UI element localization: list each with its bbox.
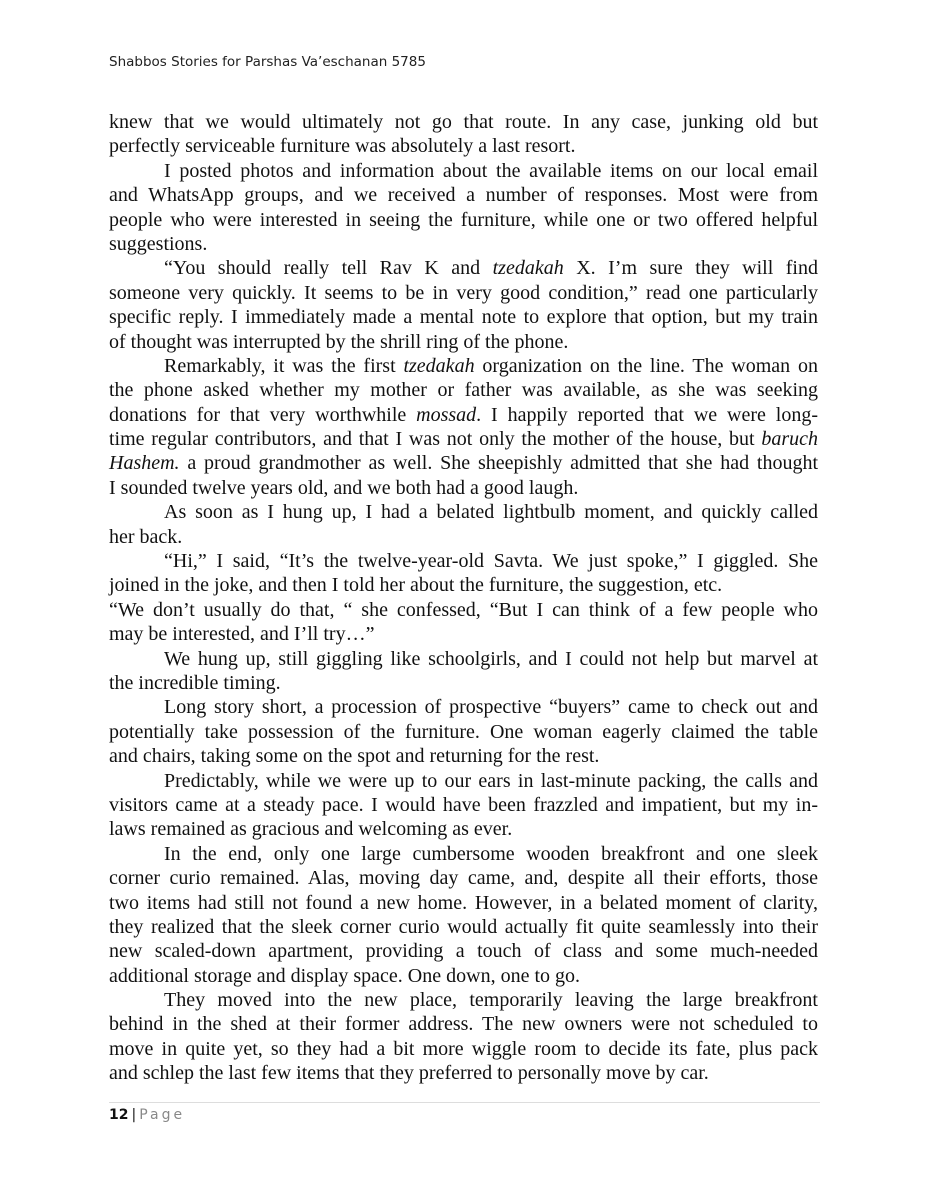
text-line — [109, 915, 818, 939]
text-segment: We hung up, still giggling like schoolgirls, and I could not help but marvel at — [164, 647, 818, 670]
text-line — [109, 378, 818, 402]
text-line — [109, 110, 818, 134]
text-line — [109, 1061, 818, 1085]
text-line — [109, 330, 818, 354]
text-segment: the incredible timing. — [109, 671, 281, 694]
paragraph — [109, 769, 818, 842]
footer-divider — [109, 1102, 820, 1103]
text-line — [109, 988, 818, 1012]
text-segment: Long story short, a procession of prospective “buyers” came to check out and — [164, 696, 818, 719]
text-line — [109, 695, 818, 719]
running-header: Shabbos Stories for Parshas Va’eschanan 5785 — [109, 54, 426, 70]
text-line — [109, 451, 818, 475]
text-segment: visitors came at a steady pace. I would have been frazzled and impatient, but my in- — [109, 793, 818, 816]
page-number: 12 — [109, 1107, 129, 1123]
italic-term: tzedakah — [403, 354, 475, 377]
text-line — [109, 647, 818, 671]
text-line — [109, 232, 818, 256]
text-line — [109, 939, 818, 963]
text-line — [109, 500, 818, 524]
paragraph — [109, 842, 818, 988]
text-segment: additional storage and display space. One down, one to go. — [109, 964, 580, 987]
paragraph — [109, 598, 818, 647]
text-line — [109, 476, 818, 500]
text-segment: and WhatsApp groups, and we received a number of responses. Most were from — [109, 184, 818, 207]
paragraph — [109, 549, 818, 598]
text-segment: “Hi,” I said, “It’s the twelve-year-old Savta. We just spoke,” I giggled. She — [164, 550, 818, 573]
text-line — [109, 1012, 818, 1036]
text-line — [109, 159, 818, 183]
text-segment: and chairs, taking some on the spot and returning for the rest. — [109, 745, 600, 768]
text-segment: Predictably, while we were up to our ears in last-minute packing, the calls and — [164, 769, 818, 792]
paragraph — [109, 500, 818, 549]
text-segment: the phone asked whether my mother or father was available, as she was seeking — [109, 379, 818, 402]
text-segment: suggestions. — [109, 232, 208, 255]
text-segment: . I happily reported that we were long- — [476, 403, 819, 426]
text-segment: her back. — [109, 525, 183, 548]
italic-term: tzedakah — [492, 257, 564, 280]
text-segment: corner curio remained. Alas, moving day came, and, despite all their efforts, those — [109, 867, 818, 890]
footer-separator: | — [131, 1107, 137, 1123]
text-segment: a proud grandmother as well. She sheepishly admitted that she had thought — [179, 452, 818, 475]
text-segment: donations for that very worthwhile — [109, 403, 417, 426]
text-segment: two items had still not found a new home. However, in a belated moment of clarity, — [109, 891, 818, 914]
document-body — [109, 110, 818, 1086]
text-segment: joined in the joke, and then I told her about the furniture, the suggestion, etc. — [109, 574, 723, 597]
text-segment: someone very quickly. It seems to be in very good condition,” read one particularly — [109, 281, 818, 304]
paragraph — [109, 647, 818, 696]
text-line — [109, 403, 818, 427]
text-segment: laws remained as gracious and welcoming as ever. — [109, 818, 513, 841]
text-segment: “You should really tell Rav K and — [164, 257, 493, 280]
paragraph — [109, 256, 818, 354]
text-line — [109, 598, 818, 622]
paragraph — [109, 159, 818, 257]
paragraph — [109, 988, 818, 1086]
text-line — [109, 208, 818, 232]
text-line — [109, 134, 818, 158]
text-line — [109, 671, 818, 695]
italic-term: mossad — [416, 403, 477, 426]
text-line — [109, 622, 818, 646]
text-segment: specific reply. I immediately made a mental note to explore that option, but my train — [109, 306, 818, 329]
text-line — [109, 842, 818, 866]
text-segment: people who were interested in seeing the furniture, while one or two offered helpful — [109, 208, 818, 231]
text-segment: perfectly serviceable furniture was absolutely a last resort. — [109, 135, 576, 158]
page-footer — [109, 1107, 185, 1123]
text-line — [109, 769, 818, 793]
text-line — [109, 793, 818, 817]
text-segment: of thought was interrupted by the shrill ring of the phone. — [109, 330, 569, 353]
text-line — [109, 183, 818, 207]
paragraph — [109, 354, 818, 500]
text-line — [109, 281, 818, 305]
text-line — [109, 817, 818, 841]
text-line — [109, 354, 818, 378]
text-line — [109, 256, 818, 280]
text-line — [109, 1037, 818, 1061]
text-line — [109, 573, 818, 597]
text-segment: Remarkably, it was the first — [164, 354, 404, 377]
text-segment: may be interested, and I’ll try…” — [109, 623, 375, 646]
text-segment: As soon as I hung up, I had a belated lightbulb moment, and quickly called — [164, 501, 818, 524]
text-segment: move in quite yet, so they had a bit more wiggle room to decide its fate, plus pack — [109, 1037, 818, 1060]
italic-term: baruch — [761, 428, 818, 451]
text-segment: I posted photos and information about the available items on our local email — [164, 159, 818, 182]
text-segment: “We don’t usually do that, “ she confessed, “But I can think of a few people who — [109, 598, 818, 621]
text-line — [109, 549, 818, 573]
text-segment: new scaled-down apartment, providing a touch of class and some much-needed — [109, 940, 818, 963]
text-segment: knew that we would ultimately not go that route. In any case, junking old but — [109, 111, 818, 133]
text-segment: In the end, only one large cumbersome wooden breakfront and one sleek — [164, 842, 818, 865]
text-line — [109, 866, 818, 890]
text-segment: they realized that the sleek corner curio would actually fit quite seamlessly into their — [109, 915, 818, 938]
text-segment: organization on the line. The woman on — [474, 354, 819, 377]
text-segment: potentially take possession of the furniture. One woman eagerly claimed the table — [109, 720, 818, 743]
text-line — [109, 891, 818, 915]
text-segment: X. I’m sure they will find — [563, 257, 818, 280]
text-line — [109, 964, 818, 988]
text-segment: I sounded twelve years old, and we both had a good laugh. — [109, 476, 579, 499]
text-segment: behind in the shed at their former address. The new owners were not scheduled to — [109, 1013, 818, 1036]
page-label: Page — [139, 1107, 186, 1123]
text-line — [109, 720, 818, 744]
paragraph — [109, 695, 818, 768]
italic-term: Hashem. — [109, 452, 180, 475]
paragraph — [109, 110, 818, 159]
text-line — [109, 427, 818, 451]
text-line — [109, 744, 818, 768]
text-segment: time regular contributors, and that I was not only the mother of the house, but — [109, 428, 762, 451]
text-line — [109, 525, 818, 549]
text-segment: They moved into the new place, temporarily leaving the large breakfront — [164, 989, 818, 1012]
text-line — [109, 305, 818, 329]
text-segment: and schlep the last few items that they preferred to personally move by car. — [109, 1062, 709, 1085]
